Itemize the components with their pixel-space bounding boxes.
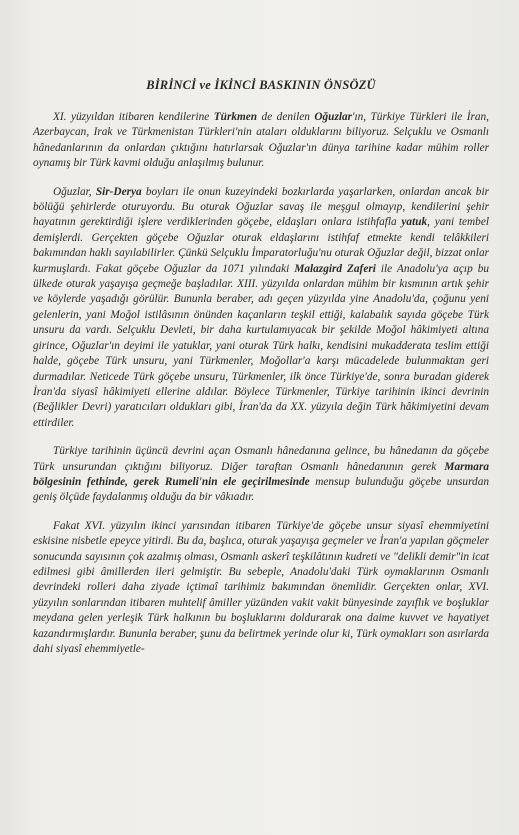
text-run: Fakat XVI. yüzyılın ikinci yarısından itibaren Türkiye'de göçebe unsur siyasî ehemmiyetini eskisine nisbetle epeyce yitirdi. Bu da, başlıca, oturak yaşayışa geçmeler ve İran'a yapılan göçmeler sonucunda sayısının çok azalmış olması, Osmanlı askerî teşkilâtının kudreti ve "delikli demir"in icat edilmesi gibi âmillerden ileri gelmiştir. Bu sebeple, Anadolu'daki Türk oymaklarının Osmanlı devrindeki rolleri daha ziyade içtimaî tarihimiz bakımından önemlidir. Gerçekten onlar, XVI. yüzyılın sonlarından itibaren muhtelif âmiller yüzünden vakit vakit bünyesinde zayıflık ve boşluklar meydana gelen yerleşik Türk halkının bu boşluklarını doldurarak ona daime kuvvet ve hayatiyet kazandırmışlardır. Bununla beraber, şunu da belirtmek yerinde olur ki, Türk oymakları son asırlarda dahi siyasî ehemmiyetle- — [33, 519, 489, 655]
bold-text: yatuk — [401, 216, 428, 229]
paragraph — [33, 519, 489, 658]
text-run: mensup bulunduğu göçebe unsurdan geniş ölçüde faydalanmış olduğu da bir vâkıadır. — [33, 475, 489, 504]
bold-text: Malazgird Zaferi — [294, 262, 376, 275]
text-run: Türkiye tarihinin üçüncü devrini açan Osmanlı hânedanına gelince, bu hânedanın da göçebe Türk unsurundan çıktığını biliyoruz. Diğer taraftan Osmanlı hânedanının gerek — [33, 445, 489, 473]
text-run: Oğuzlar, — [53, 185, 96, 198]
document-title: BİRİNCİ ve İKİNCİ BASKININ ÖNSÖZÜ — [146, 78, 376, 92]
paragraph — [33, 185, 489, 432]
paragraph — [33, 444, 489, 506]
text-run: , yani tembel demişlerdi. Gerçekten göçebe Oğuzlar oturak eldaşlarını istihfaf etmekte kendi telâkkileri bakımından haklı sayılabilirler. Çünkü Selçuklu İmparatorluğu'nu oturak Oğuzlar değil, bizzat onlar kurmuşlardı. Fakat göçebe Oğuzlar da 1071 yılındaki — [33, 216, 489, 275]
text-run: XI. yüzyıldan itibaren kendilerine — [53, 111, 214, 123]
bold-text: Oğuzlar — [314, 111, 353, 123]
bold-text: Türkmen — [213, 111, 258, 123]
bold-text: Sir-Derya — [95, 185, 142, 198]
document-body — [33, 110, 489, 657]
text-run: de denilen — [257, 111, 315, 123]
paragraph — [33, 110, 489, 172]
bold-text: Marmara bölgesinin fethinde, gerek Rumeli'nin ele geçirilmesinde — [33, 460, 489, 488]
text-run: 'ın, Türkiye Türkleri ile İran, Azerbaycan, Irak ve Türkmenistan Türkleri'nin ataları olduklarını biliyoruz. Selçuklu ve Osmanlı hânedanlarının da onlardan çıktığını hatırlarsak Oğuzlar'ın dünya tarihine kadar mühim roller oynamış bir Türk kavmi olduğu anlaşılmış bulunur. — [33, 111, 490, 170]
text-run: ile Anadolu'ya açıp bu ülkede oturak yaşayışa geçmeğe başladılar. XIII. yüzyılda onlardan mühim bir kısmının artık şehir ve köylerde yaşadığı görülür. Bununla beraber, adı geçen yüzyılda yine Anadolu'da, çoğunu yeni gelenlerin, yani Moğol istilâsının önünden kaçanların teşkil ettiği, kalabalık sayıda göçebe Türk unsuru da vardı. Selçuklu Devleti, bir daha kurtulamıyacak bir şekilde Moğol hâkimiyeti altına girince, Oğuzlar'ın deyimi ile yatuklar, yani oturak Türk halkı, kendisini mukadderata teslim ettiği halde, göçebe Türk unsuru, yani Türkmenler, Moğollar'a karşı mücadelede bulunmaktan geri durmadılar. Neticede Türk göçebe unsuru, Türkmenler, ilk önce Türkiye'de, sonra buradan giderek İran'da siyasî hâkimiyeti ellerine aldılar. Böylece Türkmenler, Türkiye tarihinin ikinci devrinin (Beğlikler Devri) yaratıcıları oldukları gibi, İran'da da XX. yüzyıla değin Türk hâkimiyetini devam ettirdiler. — [33, 262, 489, 429]
text-run: boyları ile onun kuzeyindeki bozkırlarda yaşarlarken, onlardan ancak bir bölüğü şehirlerde oturuyordu. Bu oturak Oğuzlar savaş ile meşgul olmayıp, kendilerini şehir hayatının gerektirdiği işlere verdiklerinden göçebe, eldaşları onlara istihfafla — [33, 185, 489, 229]
